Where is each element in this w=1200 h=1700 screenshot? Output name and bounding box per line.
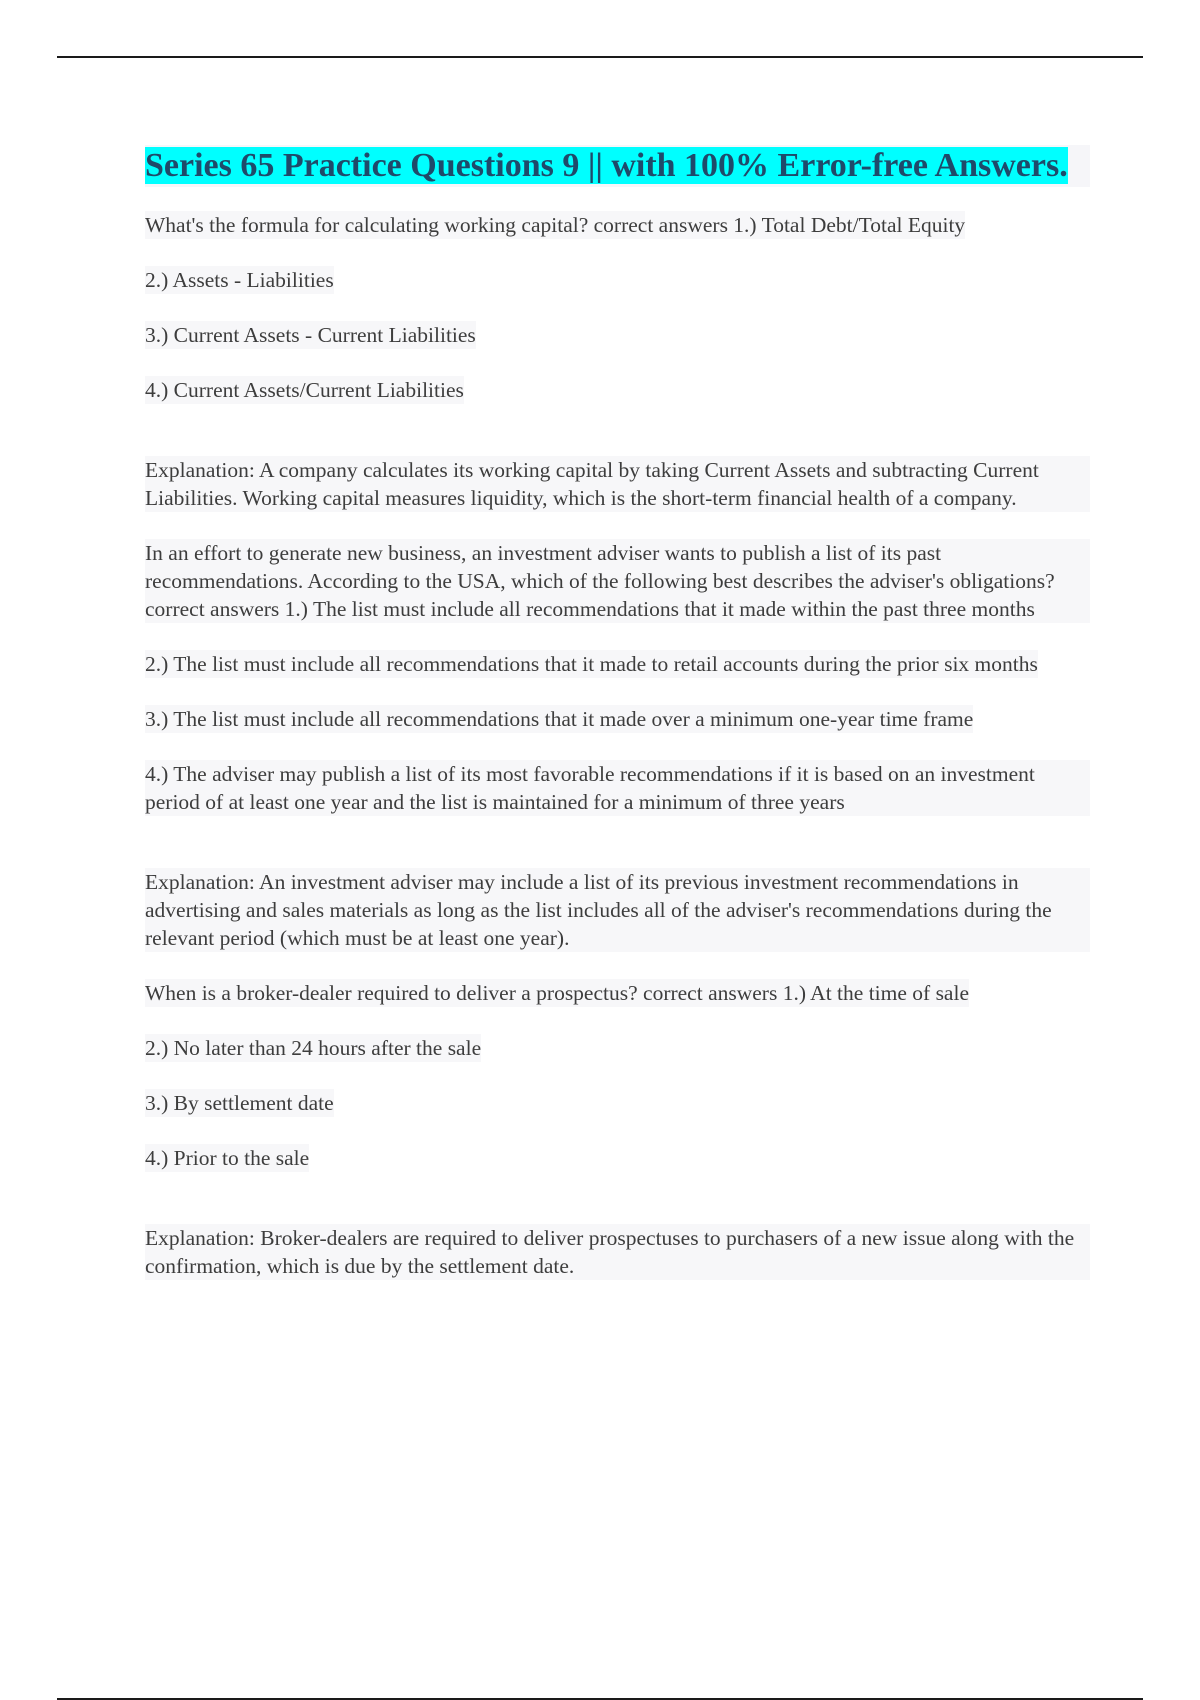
- document-title: [145, 145, 1090, 187]
- title-block: [145, 145, 1090, 187]
- question-2-option-3: 3.) The list must include all recommendations that it made over a minimum one-year time frame: [145, 707, 974, 731]
- question-1-option-2: 2.) Assets - Liabilities: [145, 268, 334, 292]
- question-3-explanation: Explanation: Broker-dealers are required to deliver prospectuses to purchasers of a new issue along with the confirmation, which is due by the settlement date.: [145, 1224, 1090, 1280]
- question-2-option-4: 4.) The adviser may publish a list of its most favorable recommendations if it is based on an investment period of at least one year and the list is maintained for a minimum of three years: [145, 760, 1090, 816]
- document-title-text: Series 65 Practice Questions 9 || with 100% Error-free Answers.: [145, 147, 1068, 184]
- question-3-option-2: 2.) No later than 24 hours after the sale: [145, 1036, 482, 1060]
- question-1-option-3: 3.) Current Assets - Current Liabilities: [145, 323, 476, 347]
- question-1-explanation: Explanation: A company calculates its working capital by taking Current Assets and subtracting Current Liabilities. Working capital measures liquidity, which is the short-term financial health of a company.: [145, 456, 1090, 512]
- top-rule: [57, 56, 1143, 58]
- question-3-option-3: 3.) By settlement date: [145, 1091, 334, 1115]
- question-2-text: In an effort to generate new business, an investment adviser wants to publish a list of its past recommendations. According to the USA, which of the following best describes the adviser's obligations? correct answers 1.) The list must include all recommendations that it made within the past three months: [145, 539, 1090, 623]
- question-1-option-4: 4.) Current Assets/Current Liabilities: [145, 378, 464, 402]
- document-body: [145, 145, 1090, 1307]
- question-2-option-2: 2.) The list must include all recommendations that it made to retail accounts during the prior six months: [145, 652, 1038, 676]
- question-3-option-4: 4.) Prior to the sale: [145, 1146, 310, 1170]
- question-3-text: When is a broker-dealer required to deliver a prospectus? correct answers 1.) At the time of sale: [145, 981, 969, 1005]
- question-2-explanation: Explanation: An investment adviser may include a list of its previous investment recommendations in advertising and sales materials as long as the list includes all of the adviser's recommendations during the relevant period (which must be at least one year).: [145, 868, 1090, 952]
- question-1-text: What's the formula for calculating working capital? correct answers 1.) Total Debt/Total Equity: [145, 213, 966, 237]
